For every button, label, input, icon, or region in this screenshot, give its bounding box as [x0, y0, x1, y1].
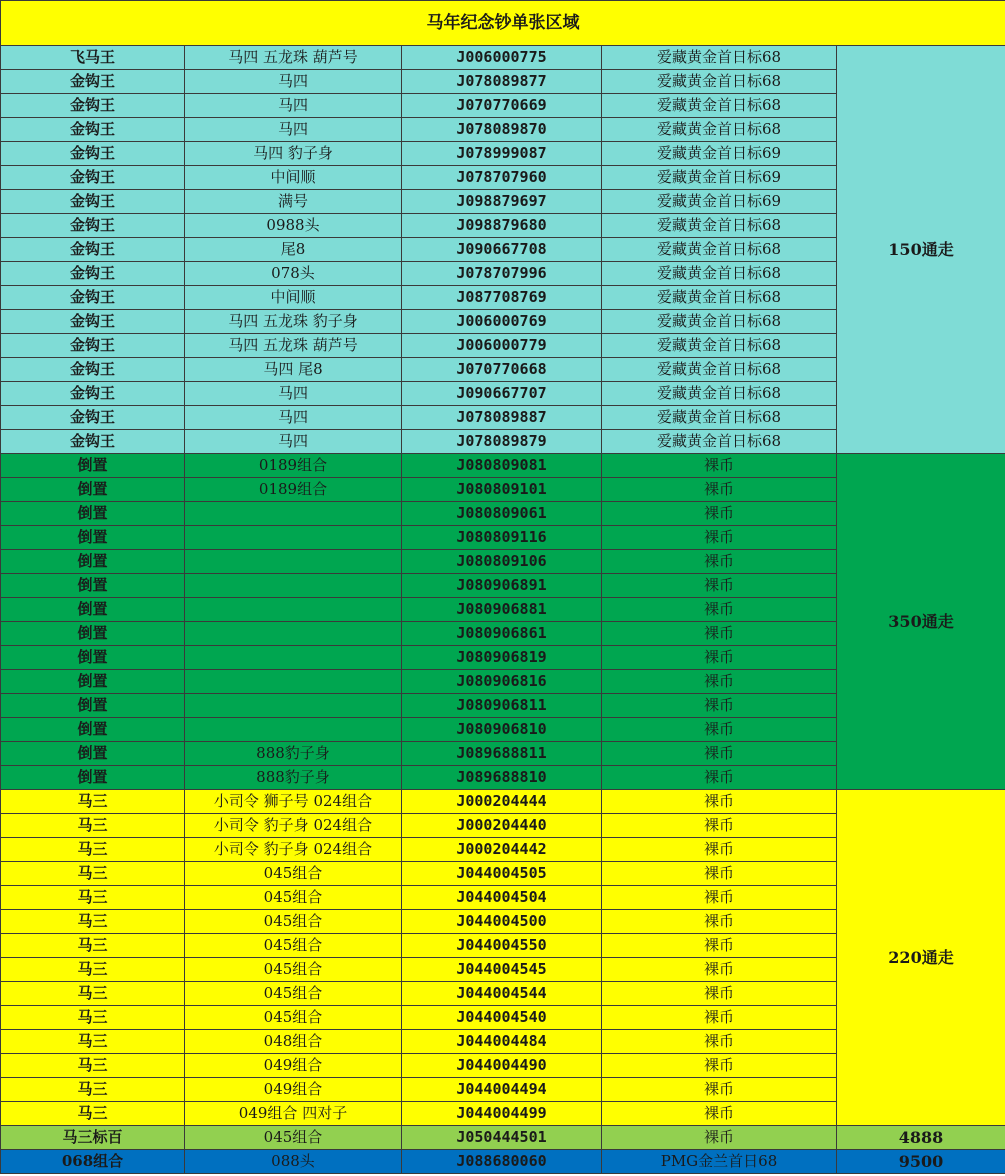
description-cell[interactable]	[185, 622, 402, 646]
serial-cell[interactable]: J080906881	[402, 598, 602, 622]
description-cell[interactable]: 小司令 豹子身 024组合	[185, 814, 402, 838]
name-cell[interactable]: 倒置	[1, 478, 185, 502]
grade-cell[interactable]: 爱藏黄金首日标69	[602, 190, 837, 214]
serial-cell[interactable]: J044004494	[402, 1078, 602, 1102]
serial-cell[interactable]: J090667708	[402, 238, 602, 262]
grade-cell[interactable]: 裸币	[602, 910, 837, 934]
name-cell[interactable]: 马三	[1, 862, 185, 886]
name-cell[interactable]: 马三	[1, 1030, 185, 1054]
table-row	[1, 454, 1005, 478]
grade-cell[interactable]: PMG金兰首日68	[602, 1150, 837, 1174]
name-cell[interactable]: 马三	[1, 1054, 185, 1078]
name-cell[interactable]: 飞马王	[1, 46, 185, 70]
grade-cell[interactable]: 裸币	[602, 1078, 837, 1102]
serial-cell[interactable]: J089688811	[402, 742, 602, 766]
description-cell[interactable]	[185, 598, 402, 622]
description-cell[interactable]: 马四	[185, 94, 402, 118]
grade-cell[interactable]: 裸币	[602, 574, 837, 598]
grade-cell[interactable]: 裸币	[602, 622, 837, 646]
serial-cell[interactable]: J044004540	[402, 1006, 602, 1030]
name-cell[interactable]: 金钩王	[1, 142, 185, 166]
name-cell[interactable]: 金钩王	[1, 334, 185, 358]
description-cell[interactable]	[185, 526, 402, 550]
serial-cell[interactable]: J078089870	[402, 118, 602, 142]
serial-cell[interactable]: J006000779	[402, 334, 602, 358]
grade-cell[interactable]: 裸币	[602, 862, 837, 886]
name-cell[interactable]: 马三	[1, 934, 185, 958]
name-cell[interactable]: 金钩王	[1, 310, 185, 334]
description-cell[interactable]: 049组合	[185, 1054, 402, 1078]
description-cell[interactable]: 马四	[185, 406, 402, 430]
name-cell[interactable]: 马三	[1, 958, 185, 982]
grade-cell[interactable]: 裸币	[602, 454, 837, 478]
description-cell[interactable]: 045组合	[185, 982, 402, 1006]
name-cell[interactable]: 倒置	[1, 550, 185, 574]
serial-cell[interactable]: J080809116	[402, 526, 602, 550]
description-cell[interactable]: 马四	[185, 382, 402, 406]
name-cell[interactable]: 马三	[1, 910, 185, 934]
name-cell[interactable]: 金钩王	[1, 190, 185, 214]
grade-cell[interactable]: 裸币	[602, 670, 837, 694]
name-cell[interactable]: 金钩王	[1, 70, 185, 94]
serial-cell[interactable]: J078089887	[402, 406, 602, 430]
description-cell[interactable]: 小司令 豹子身 024组合	[185, 838, 402, 862]
grade-cell[interactable]: 裸币	[602, 718, 837, 742]
description-cell[interactable]	[185, 718, 402, 742]
description-cell[interactable]: 马四 五龙珠 葫芦号	[185, 46, 402, 70]
serial-cell[interactable]: J078707996	[402, 262, 602, 286]
description-cell[interactable]: 马四	[185, 118, 402, 142]
grade-cell[interactable]: 裸币	[602, 598, 837, 622]
grade-cell[interactable]: 爱藏黄金首日标68	[602, 406, 837, 430]
serial-cell[interactable]: J080809106	[402, 550, 602, 574]
serial-cell[interactable]: J044004550	[402, 934, 602, 958]
name-cell[interactable]: 金钩王	[1, 238, 185, 262]
grade-cell[interactable]: 裸币	[602, 502, 837, 526]
name-cell[interactable]: 马三	[1, 838, 185, 862]
serial-cell[interactable]: J098879697	[402, 190, 602, 214]
serial-cell[interactable]: J006000769	[402, 310, 602, 334]
title-row	[1, 1, 1005, 46]
name-cell[interactable]: 金钩王	[1, 262, 185, 286]
description-cell[interactable]: 048组合	[185, 1030, 402, 1054]
serial-cell[interactable]: J044004499	[402, 1102, 602, 1126]
serial-cell[interactable]: J078089879	[402, 430, 602, 454]
serial-cell[interactable]: J044004544	[402, 982, 602, 1006]
grade-cell[interactable]: 裸币	[602, 694, 837, 718]
grade-cell[interactable]: 裸币	[602, 838, 837, 862]
table-row	[1, 1126, 1005, 1150]
grade-cell[interactable]: 爱藏黄金首日标68	[602, 430, 837, 454]
name-cell[interactable]: 金钩王	[1, 382, 185, 406]
name-cell[interactable]: 倒置	[1, 526, 185, 550]
name-cell[interactable]: 倒置	[1, 766, 185, 790]
serial-cell[interactable]: J050444501	[402, 1126, 602, 1150]
grade-cell[interactable]: 裸币	[602, 766, 837, 790]
description-cell[interactable]: 888豹子身	[185, 742, 402, 766]
name-cell[interactable]: 倒置	[1, 598, 185, 622]
name-cell[interactable]: 马三	[1, 982, 185, 1006]
name-cell[interactable]: 马三	[1, 1006, 185, 1030]
description-cell[interactable]: 马四	[185, 430, 402, 454]
serial-cell[interactable]: J080906819	[402, 646, 602, 670]
description-cell[interactable]: 045组合	[185, 934, 402, 958]
description-cell[interactable]: 045组合	[185, 958, 402, 982]
name-cell[interactable]: 金钩王	[1, 94, 185, 118]
serial-cell[interactable]: J044004545	[402, 958, 602, 982]
price-cell[interactable]: 4888	[837, 1126, 1005, 1150]
grade-cell[interactable]: 爱藏黄金首日标68	[602, 94, 837, 118]
grade-cell[interactable]: 爱藏黄金首日标68	[602, 286, 837, 310]
serial-cell[interactable]: J070770668	[402, 358, 602, 382]
sheet-title[interactable]: 马年纪念钞单张区域	[1, 1, 1005, 46]
description-cell[interactable]: 888豹子身	[185, 766, 402, 790]
name-cell[interactable]: 倒置	[1, 622, 185, 646]
price-cell[interactable]: 9500	[837, 1150, 1005, 1174]
description-cell[interactable]: 078头	[185, 262, 402, 286]
description-cell[interactable]: 中间顺	[185, 166, 402, 190]
description-cell[interactable]: 045组合	[185, 862, 402, 886]
description-cell[interactable]: 045组合	[185, 1126, 402, 1150]
serial-cell[interactable]: J078999087	[402, 142, 602, 166]
serial-cell[interactable]: J000204442	[402, 838, 602, 862]
grade-cell[interactable]: 裸币	[602, 742, 837, 766]
serial-cell[interactable]: J098879680	[402, 214, 602, 238]
name-cell[interactable]: 倒置	[1, 454, 185, 478]
name-cell[interactable]: 马三	[1, 1102, 185, 1126]
grade-cell[interactable]: 爱藏黄金首日标68	[602, 214, 837, 238]
grade-cell[interactable]: 裸币	[602, 1054, 837, 1078]
grade-cell[interactable]: 裸币	[602, 958, 837, 982]
name-cell[interactable]: 马三	[1, 886, 185, 910]
name-cell[interactable]: 倒置	[1, 574, 185, 598]
serial-cell[interactable]: J000204440	[402, 814, 602, 838]
serial-cell[interactable]: J078707960	[402, 166, 602, 190]
grade-cell[interactable]: 爱藏黄金首日标68	[602, 46, 837, 70]
description-cell[interactable]: 0988头	[185, 214, 402, 238]
serial-cell[interactable]: J006000775	[402, 46, 602, 70]
serial-cell[interactable]: J044004504	[402, 886, 602, 910]
price-cell[interactable]: 150通走	[837, 46, 1005, 454]
description-cell[interactable]: 0189组合	[185, 454, 402, 478]
grade-cell[interactable]: 爱藏黄金首日标68	[602, 70, 837, 94]
description-cell[interactable]	[185, 502, 402, 526]
serial-cell[interactable]: J078089877	[402, 70, 602, 94]
description-cell[interactable]: 0189组合	[185, 478, 402, 502]
grade-cell[interactable]: 裸币	[602, 790, 837, 814]
name-cell[interactable]: 倒置	[1, 694, 185, 718]
name-cell[interactable]: 金钩王	[1, 358, 185, 382]
description-cell[interactable]: 马四	[185, 70, 402, 94]
description-cell[interactable]: 马四 五龙珠 豹子身	[185, 310, 402, 334]
grade-cell[interactable]: 爱藏黄金首日标68	[602, 358, 837, 382]
name-cell[interactable]: 068组合	[1, 1150, 185, 1174]
description-cell[interactable]: 马四 豹子身	[185, 142, 402, 166]
serial-cell[interactable]: J080906891	[402, 574, 602, 598]
name-cell[interactable]: 马三	[1, 790, 185, 814]
grade-cell[interactable]: 爱藏黄金首日标68	[602, 334, 837, 358]
serial-cell[interactable]: J080906810	[402, 718, 602, 742]
serial-cell[interactable]: J080906811	[402, 694, 602, 718]
description-cell[interactable]: 045组合	[185, 910, 402, 934]
grade-cell[interactable]: 爱藏黄金首日标68	[602, 262, 837, 286]
name-cell[interactable]: 倒置	[1, 670, 185, 694]
grade-cell[interactable]: 裸币	[602, 886, 837, 910]
serial-cell[interactable]: J080906861	[402, 622, 602, 646]
description-cell[interactable]	[185, 574, 402, 598]
serial-cell[interactable]: J080809061	[402, 502, 602, 526]
description-cell[interactable]	[185, 550, 402, 574]
table-row	[1, 1150, 1005, 1174]
grade-cell[interactable]: 爱藏黄金首日标68	[602, 238, 837, 262]
grade-cell[interactable]: 爱藏黄金首日标68	[602, 118, 837, 142]
grade-cell[interactable]: 裸币	[602, 478, 837, 502]
price-cell[interactable]: 220通走	[837, 790, 1005, 1126]
grade-cell[interactable]: 裸币	[602, 1030, 837, 1054]
name-cell[interactable]: 倒置	[1, 502, 185, 526]
serial-cell[interactable]: J000204444	[402, 790, 602, 814]
description-cell[interactable]: 045组合	[185, 1006, 402, 1030]
serial-cell[interactable]: J070770669	[402, 94, 602, 118]
name-cell[interactable]: 倒置	[1, 718, 185, 742]
description-cell[interactable]: 中间顺	[185, 286, 402, 310]
serial-cell[interactable]: J080906816	[402, 670, 602, 694]
grade-cell[interactable]: 爱藏黄金首日标69	[602, 142, 837, 166]
description-cell[interactable]: 049组合 四对子	[185, 1102, 402, 1126]
serial-cell[interactable]: J044004505	[402, 862, 602, 886]
description-cell[interactable]: 马四 五龙珠 葫芦号	[185, 334, 402, 358]
description-cell[interactable]	[185, 646, 402, 670]
table-row	[1, 790, 1005, 814]
grade-cell[interactable]: 裸币	[602, 646, 837, 670]
serial-cell[interactable]: J088680060	[402, 1150, 602, 1174]
grade-cell[interactable]: 裸币	[602, 982, 837, 1006]
grade-cell[interactable]: 爱藏黄金首日标68	[602, 310, 837, 334]
grade-cell[interactable]: 裸币	[602, 934, 837, 958]
serial-cell[interactable]: J089688810	[402, 766, 602, 790]
serial-cell[interactable]: J090667707	[402, 382, 602, 406]
grade-cell[interactable]: 裸币	[602, 1126, 837, 1150]
description-cell[interactable]: 满号	[185, 190, 402, 214]
grade-cell[interactable]: 爱藏黄金首日标69	[602, 166, 837, 190]
name-cell[interactable]: 金钩王	[1, 118, 185, 142]
grade-cell[interactable]: 裸币	[602, 550, 837, 574]
grade-cell[interactable]: 裸币	[602, 814, 837, 838]
description-cell[interactable]	[185, 670, 402, 694]
description-cell[interactable]: 马四 尾8	[185, 358, 402, 382]
description-cell[interactable]: 尾8	[185, 238, 402, 262]
grade-cell[interactable]: 裸币	[602, 526, 837, 550]
name-cell[interactable]: 金钩王	[1, 214, 185, 238]
serial-cell[interactable]: J044004500	[402, 910, 602, 934]
serial-cell[interactable]: J044004490	[402, 1054, 602, 1078]
price-cell[interactable]: 350通走	[837, 454, 1005, 790]
name-cell[interactable]: 金钩王	[1, 430, 185, 454]
name-cell[interactable]: 倒置	[1, 742, 185, 766]
description-cell[interactable]: 045组合	[185, 886, 402, 910]
serial-cell[interactable]: J087708769	[402, 286, 602, 310]
name-cell[interactable]: 金钩王	[1, 286, 185, 310]
description-cell[interactable]: 049组合	[185, 1078, 402, 1102]
serial-cell[interactable]: J080809101	[402, 478, 602, 502]
serial-cell[interactable]: J080809081	[402, 454, 602, 478]
grade-cell[interactable]: 裸币	[602, 1102, 837, 1126]
name-cell[interactable]: 金钩王	[1, 406, 185, 430]
grade-cell[interactable]: 爱藏黄金首日标68	[602, 382, 837, 406]
table-row	[1, 46, 1005, 70]
description-cell[interactable]	[185, 694, 402, 718]
name-cell[interactable]: 马三	[1, 814, 185, 838]
name-cell[interactable]: 金钩王	[1, 166, 185, 190]
name-cell[interactable]: 马三标百	[1, 1126, 185, 1150]
grade-cell[interactable]: 裸币	[602, 1006, 837, 1030]
description-cell[interactable]: 小司令 狮子号 024组合	[185, 790, 402, 814]
name-cell[interactable]: 马三	[1, 1078, 185, 1102]
serial-cell[interactable]: J044004484	[402, 1030, 602, 1054]
description-cell[interactable]: 088头	[185, 1150, 402, 1174]
name-cell[interactable]: 倒置	[1, 646, 185, 670]
